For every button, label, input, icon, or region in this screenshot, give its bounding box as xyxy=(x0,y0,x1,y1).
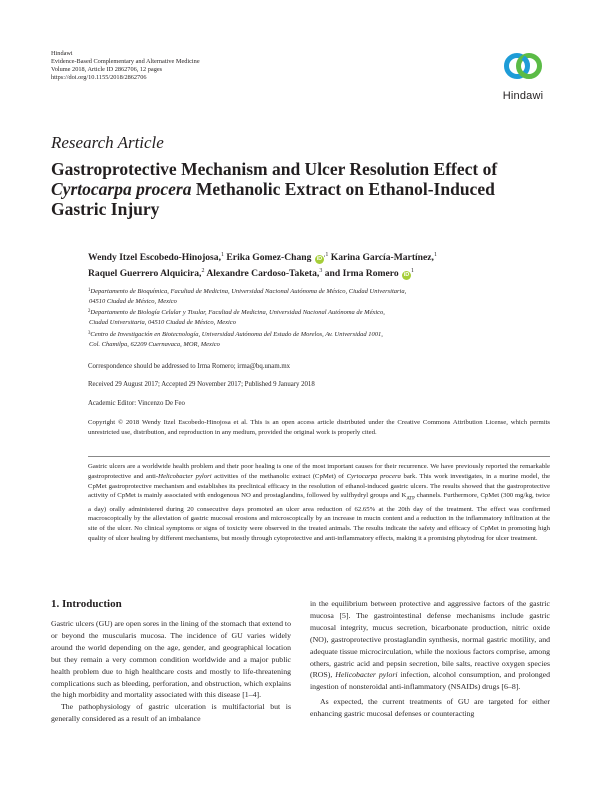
author-name[interactable]: Alexandre Cardoso-Taketa, xyxy=(206,267,320,279)
academic-editor: Academic Editor: Vincenzo De Feo xyxy=(88,400,185,407)
title-species: Cyrtocarpa procera xyxy=(51,179,192,199)
orcid-icon[interactable]: iD xyxy=(316,256,323,262)
paragraph-text: in the equilibrium between protective and aggressive factors of the gastric mucosa [5]. The gastrointestinal defense mechanisms include gastric mucosal integrity, mucus secretion, bicarbonate production, nitric oxide (NO), gastroprotective prostaglandin synthesis, normal gastric motility, and adequate tissue microcirculation, while the noxious factors comprise, among others, gastric acid and pepsin secretion, bile salts, reactive oxygen species (ROS), xyxy=(310,599,550,680)
author-affil-num: 2 xyxy=(201,267,205,274)
abstract-subscript: ATP xyxy=(406,496,415,502)
affiliation-num: 1 xyxy=(88,288,91,293)
paragraph: As expected, the current treatments of GU are targeted for either enhancing gastric mucosal defenses or counteracting xyxy=(310,697,550,719)
paragraph xyxy=(310,598,550,693)
author-name[interactable]: Karina García-Martínez, xyxy=(330,252,434,263)
body-column-right xyxy=(310,598,550,720)
abstract-divider xyxy=(88,456,550,457)
author-affil-num: 1 xyxy=(411,267,415,274)
title-part2: Methanolic Extract on Ethanol-Induced Gastric Injury xyxy=(51,179,495,219)
author-affil-num: 1 xyxy=(221,252,224,258)
author-affil-num: ,1 xyxy=(323,252,329,258)
paragraph-italic: Helicobacter pylori xyxy=(335,670,398,680)
affiliation-num: 2 xyxy=(88,309,91,314)
abstract-text: activities of the methanolic extract (CpMet) of xyxy=(211,472,347,480)
abstract xyxy=(88,462,550,544)
correspondence: Correspondence should be addressed to Irma Romero; irma@bq.unam.mx xyxy=(88,363,290,370)
section-heading: 1. Introduction xyxy=(51,598,122,610)
affiliation xyxy=(88,287,548,306)
article-type: Research Article xyxy=(51,133,164,152)
author-name[interactable]: Raquel Guerrero Alquicira, xyxy=(88,267,202,279)
orcid-icon[interactable]: iD xyxy=(403,271,410,278)
author-list xyxy=(88,250,558,281)
affiliation-line: Ciudad Universitaria, 04510 Ciudad de México, Mexico xyxy=(89,318,236,326)
affiliation-num: 3 xyxy=(88,331,91,336)
journal-publisher: Hindawi xyxy=(51,50,73,57)
author-name[interactable]: Erika Gomez-Chang xyxy=(226,252,312,263)
author-affil-num: 3 xyxy=(319,267,323,274)
journal-volume: Volume 2018, Article ID 2862706, 12 pages xyxy=(51,66,163,73)
affiliation-line: Departamento de Biología Celular y Tisular, Facultad de Medicina, Universidad Nacional Autónoma de México, xyxy=(90,309,385,316)
body-column-left xyxy=(51,618,291,725)
affiliation xyxy=(88,330,548,349)
title-part1: Gastroprotective Mechanism and Ulcer Resolution Effect of xyxy=(51,159,498,179)
author-name[interactable]: Wendy Itzel Escobedo-Hinojosa, xyxy=(88,252,221,263)
author-name[interactable]: and Irma Romero xyxy=(324,267,399,279)
abstract-text: bark. This work investigates, in a murine model, the CpMet gastroprotective mechanism and establishes its preclinical efficacy in the resolution of ethanol-induced gastric ulcers. The results showed that the gastroprotective activity of CpMet is mainly associated with endogenous NO and prostaglandins, followed by sulfhydryl groups and K xyxy=(88,472,551,500)
abstract-italic: Cyrtocarpa procera xyxy=(346,472,401,480)
paragraph: Gastric ulcers (GU) are open sores in the lining of the stomach that extend to or beyond the muscularis mucosa. The incidence of GU varies widely around the world depending on the age, gender, and geographical location but they remain a very common condition worldwide and a major public health problem due to high healthcare costs and mostly to life-threatening complications such as bleeding, perforation, and obstruction, which explains the high morbidity and mortality associated with this disease [1–4]. xyxy=(51,619,291,700)
article-title xyxy=(51,159,551,219)
logo-text: Hindawi xyxy=(502,90,544,102)
journal-info xyxy=(51,50,200,82)
affiliation-line: 04510 Ciudad de México, Mexico xyxy=(89,297,177,305)
paragraph: The pathophysiology of gastric ulceration is multifactorial but is generally considered as a result of an imbalance xyxy=(51,702,291,724)
affiliation-line: Departamento de Bioquímica, Facultad de Medicina, Universidad Nacional Autónoma de México, Ciudad Universitaria, xyxy=(90,288,407,295)
hindawi-logo xyxy=(493,46,553,104)
abstract-text: Gastric ulcers are a worldwide health problem and their poor healing is one of the most important causes for their recurrence. We have previously reported the remarkable gastroprotective and anti- xyxy=(88,463,550,480)
affiliation-line: Col. Chamilpa, 62209 Cuernavaca, MOR, Mexico xyxy=(89,340,220,348)
affiliation-line: Centro de Investigación en Biotecnología, Universidad Autónoma del Estado de Morelos, Av. Universidad 1001, xyxy=(90,331,383,338)
abstract-italic: Helicobacter pylori xyxy=(158,472,212,480)
journal-doi[interactable]: https://doi.org/10.1155/2018/2862706 xyxy=(51,74,147,81)
paragraph-text: infection, alcohol consumption, and prolonged ingestion of nonsteroidal anti-inflammatory (NSAIDs) drugs [6–8]. xyxy=(310,670,550,692)
author-affil-num: 1 xyxy=(433,252,437,258)
abstract-text: channels. Furthermore, CpMet (300 mg/kg, twice a day) orally administered during 20 consecutive days promoted an ulcer area reduction of 62.65% at the 20th day of the treatment. The effect was confirmed macroscopically by the alleviation of gastric mucosal erosions and microscopically by an increase in mucin content and a reduction in the inflammatory infiltration at the site of the ulcer. No clinical symptoms or signs of toxicity were observed in the treated animals. The results indicate the safety and efficacy of CpMet in promoting high quality of ulcer healing by different mechanisms, but mostly through cytoprotective and anti-inflammatory effects, making it a promising phytodrug for ulcer treatment. xyxy=(88,492,551,542)
journal-name: Evidence-Based Complementary and Alternative Medicine xyxy=(51,58,200,65)
affiliation xyxy=(88,308,548,327)
hindawi-logo-icon xyxy=(503,46,543,86)
copyright-notice: Copyright © 2018 Wendy Itzel Escobedo-Hinojosa et al. This is an open access article distributed under the Creative Commons Attribution License, which permits unrestricted use, distribution, and reproduction in any medium, provided the original work is properly cited. xyxy=(88,419,550,436)
article-dates: Received 29 August 2017; Accepted 29 November 2017; Published 9 January 2018 xyxy=(88,381,315,388)
